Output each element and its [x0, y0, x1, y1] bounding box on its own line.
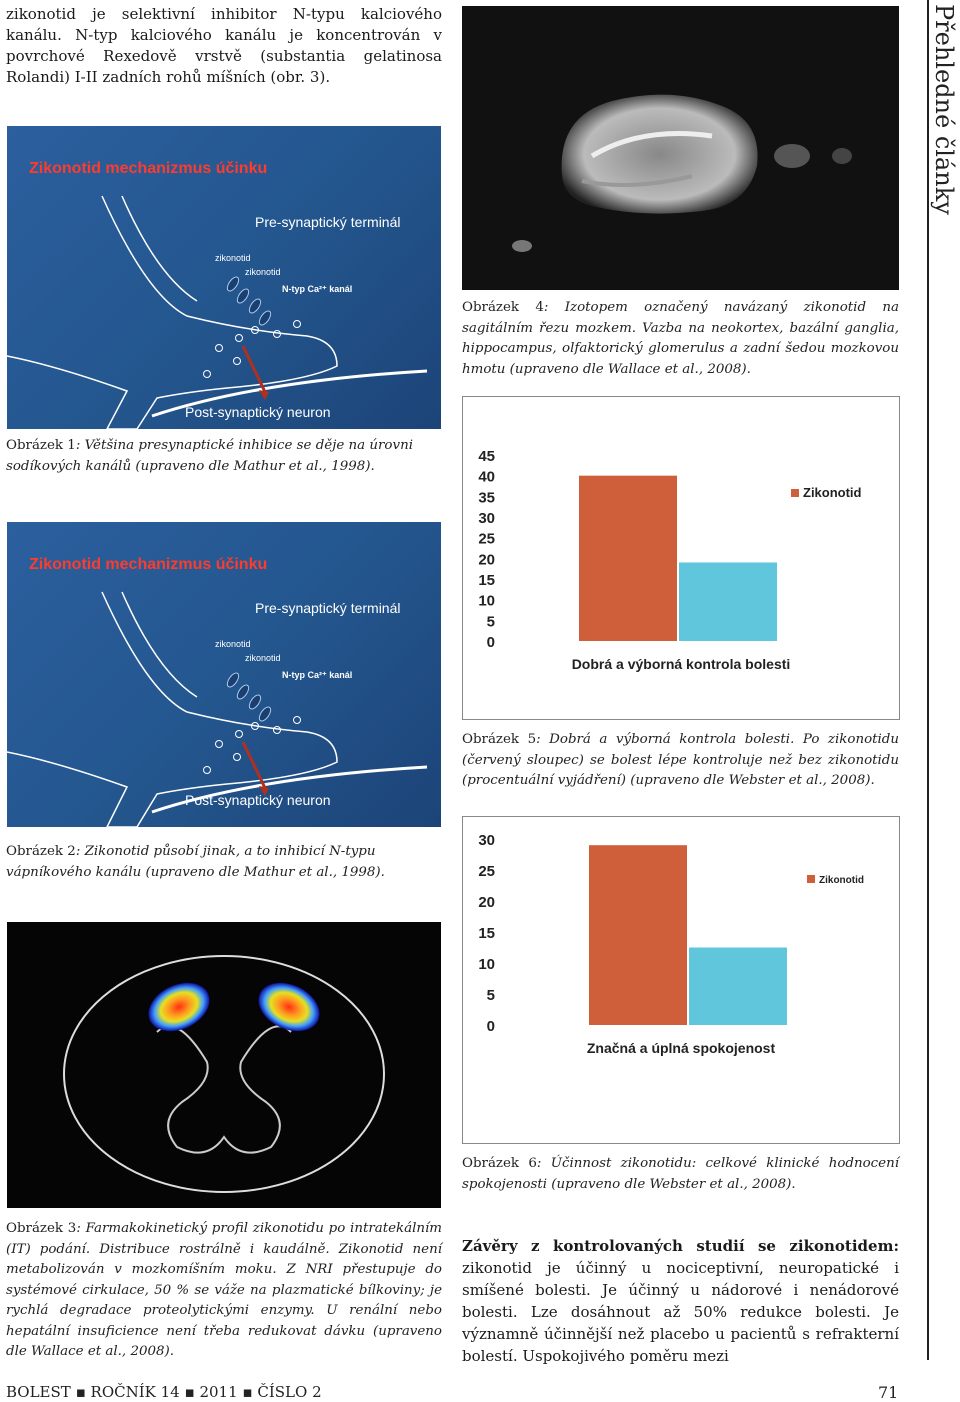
- y-tick-label: 25: [478, 530, 495, 548]
- y-tick-label: 5: [486, 613, 495, 631]
- conclusion-paragraph: [462, 1235, 899, 1367]
- zikonotid-label: zikonotid: [215, 253, 251, 263]
- figure-1-caption: [6, 436, 442, 477]
- y-tick-label: 20: [478, 894, 495, 911]
- conclusion-text: zikonotid je účinný u nociceptivní, neuropatické i smíšené bolesti. Je účinný u nádorové i nenádorové bolesti. Lze dosáhnout až 50% redukce bolesti. Je významně účinnější než placebo u pacientů s refrakterní bolestí. Uspokojivého poměru mezi: [462, 1259, 899, 1365]
- journal-name: BOLEST: [6, 1383, 71, 1401]
- post-synaptic-label: Post-synaptický neuron: [185, 404, 331, 420]
- y-tick-label: 25: [478, 863, 495, 880]
- bar-control: [679, 562, 777, 641]
- section-title-vertical: [928, 4, 960, 244]
- volume-label: ROČNÍK 14: [90, 1383, 180, 1401]
- caption-label: Obrázek 2: [6, 844, 76, 859]
- caption-text: : Účinnost zikonotidu: celkové klinické hodnocení spokojenosti (upraveno dle Webster et al., 2008).: [462, 1156, 899, 1192]
- figure-5-chart: [462, 396, 900, 720]
- channel-label: N-typ Ca²⁺ kanál: [282, 284, 353, 294]
- brain-sagittal-scan: [462, 6, 899, 290]
- figure-6-chart: [462, 816, 900, 1144]
- footer-separator: ▪: [242, 1383, 253, 1401]
- y-tick-label: 10: [478, 592, 495, 610]
- bar-zikonotid: [589, 845, 687, 1025]
- figure-4-caption: [462, 298, 899, 380]
- caption-text: : Většina presynaptické inhibice se děje na úrovni sodíkových kanálů (upraveno dle Mathur et al., 1998).: [6, 438, 413, 474]
- diagram-title: Zikonotid mechanizmus účinku: [29, 556, 268, 573]
- legend-swatch: [807, 875, 815, 883]
- zikonotid-label: zikonotid: [245, 653, 281, 663]
- y-tick-label: 45: [478, 448, 495, 465]
- figure-3-spinal-cord-image: [7, 922, 441, 1208]
- pre-synaptic-label: Pre-synaptický terminál: [255, 214, 401, 230]
- bar-zikonotid: [579, 476, 677, 641]
- figure-2-diagram: [7, 522, 441, 827]
- zikonotid-label: zikonotid: [245, 267, 281, 277]
- channel-label: N-typ Ca²⁺ kanál: [282, 670, 353, 680]
- y-tick-label: 15: [478, 572, 495, 589]
- figure-4-brain-image: [462, 6, 899, 290]
- post-synaptic-label: Post-synaptický neuron: [185, 792, 331, 808]
- caption-text: : Farmakokinetický profil zikonotidu po intratekálním (IT) podání. Distribuce rostrálně i kaudálně. Zikonotid není metabolizován v mozkomíšním moku. Z NRI přestupuje do systémové cirkulace, 50 % se váže na plazmatické bílkoviny; je rychlá degradace proteolytickými enzymy. U renální nebo hepatální insuficience není třeba redukovat dávku (upraveno dle Wallace et al., 2008).: [6, 1221, 443, 1359]
- y-tick-label: 5: [486, 987, 495, 1004]
- y-tick-label: 40: [478, 468, 495, 486]
- bar-chart-satisfaction: [463, 817, 899, 1143]
- figure-1-diagram: [7, 126, 441, 429]
- footer-separator: ▪: [184, 1383, 195, 1401]
- y-tick-label: 30: [478, 510, 495, 527]
- figure-2-caption: [6, 842, 442, 883]
- section-title-text: Přehledné články: [930, 4, 958, 215]
- diagram-title: Zikonotid mechanizmus účinku: [29, 160, 268, 177]
- bar-control: [689, 948, 787, 1026]
- page-number: 71: [878, 1383, 899, 1402]
- issue-label: ČÍSLO 2: [257, 1383, 322, 1401]
- caption-text: : Zikonotid působí jinak, a to inhibicí N-typu vápníkového kanálu (upraveno dle Mathur et al., 1998).: [6, 844, 385, 880]
- y-tick-label: 15: [478, 925, 495, 942]
- year-label: 2011: [199, 1383, 238, 1401]
- x-axis-label: Značná a úplná spokojenost: [586, 1040, 776, 1056]
- spinal-cord-scan: [7, 922, 441, 1208]
- legend-swatch: [791, 489, 799, 497]
- caption-label: Obrázek 3: [6, 1221, 77, 1236]
- caption-label: Obrázek 6: [462, 1156, 537, 1171]
- y-tick-label: 0: [486, 634, 495, 651]
- y-tick-label: 30: [478, 832, 495, 849]
- y-tick-label: 0: [486, 1018, 495, 1035]
- caption-text: : Izotopem označený navázaný zikonotid na sagitálním řezu mozkem. Vazba na neokortex, bazální ganglia, hippocampus, olfaktorický glomerulus a zadní šedou mozkovou hmotu (upraveno dle Wallace et al., 2008).: [462, 300, 899, 377]
- x-axis-label: Dobrá a výborná kontrola bolesti: [571, 656, 791, 672]
- page-footer: [6, 1383, 322, 1401]
- y-tick-label: 10: [478, 956, 495, 973]
- pre-synaptic-label: Pre-synaptický terminál: [255, 600, 401, 616]
- caption-label: Obrázek 4: [462, 300, 544, 315]
- legend-label: Zikonotid: [803, 485, 862, 500]
- caption-label: Obrázek 5: [462, 732, 537, 747]
- caption-label: Obrázek 1: [6, 438, 76, 453]
- footer-separator: ▪: [75, 1383, 86, 1401]
- figure-3-caption: [6, 1219, 442, 1363]
- zikonotid-label: zikonotid: [215, 639, 251, 649]
- conclusion-lead: Závěry z kontrolovaných studií se zikonotidem:: [462, 1237, 899, 1255]
- intro-paragraph: zikonotid je selektivní inhibitor N-typu kalciového kanálu. N-typ kalciového kanálu je koncentrován v povrchové Rexedově vrstvě (substantia gelatinosa Rolandi) I-II zadních rohů míšních (obr. 3).: [6, 5, 442, 86]
- caption-text: : Dobrá a výborná kontrola bolesti. Po zikonotidu (červený sloupec) se bolest lépe kontroluje než bez zikonotidu (procentuální vyjádření) (upraveno dle Webster et al., 2008).: [462, 732, 899, 788]
- figure-6-caption: [462, 1154, 899, 1195]
- y-tick-label: 20: [478, 551, 495, 569]
- bar-chart-pain-control: [463, 397, 899, 719]
- legend-label: Zikonotid: [819, 875, 864, 886]
- y-tick-label: 35: [478, 489, 495, 507]
- figure-5-caption: [462, 730, 899, 792]
